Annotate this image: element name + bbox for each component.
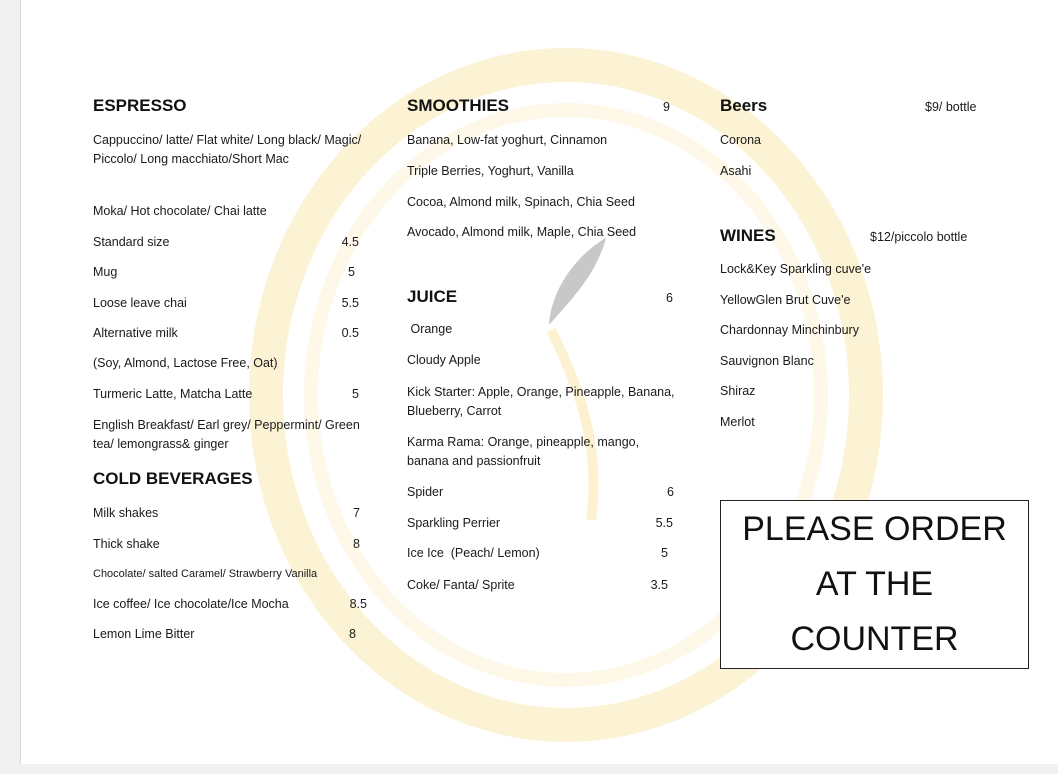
espresso-item: English Breakfast/ Earl grey/ Peppermint/ Green tea/ lemongrass& ginger	[93, 418, 360, 451]
juice-item: Coke/ Fanta/ Sprite	[407, 578, 515, 592]
smoothie-item: Triple Berries, Yoghurt, Vanilla	[407, 164, 574, 178]
smoothies-price: 9	[663, 100, 670, 114]
beer-item: Corona	[720, 133, 761, 147]
smoothie-item: Avocado, Almond milk, Maple, Chia Seed	[407, 225, 637, 239]
espresso-item: Alternative milk	[93, 326, 178, 340]
juice-item: Karma Rama: Orange, pineapple, mango, banana and passionfruit	[407, 435, 640, 468]
watermark-leaf	[549, 238, 606, 325]
espresso-heading: ESPRESSO	[93, 96, 187, 115]
juice-item: Spider	[407, 485, 444, 499]
juice-item: Cloudy Apple	[407, 353, 481, 367]
cold-beverage-item: Thick shake	[93, 537, 160, 551]
cold-beverage-item: Ice coffee/ Ice chocolate/Ice Mocha	[93, 597, 289, 611]
wine-item: Shiraz	[720, 384, 756, 398]
wine-item: Chardonnay Minchinbury	[720, 323, 859, 337]
espresso-item: (Soy, Almond, Lactose Free, Oat)	[93, 356, 278, 370]
cold-beverage-price: 7	[353, 506, 360, 520]
wine-item: Sauvignon Blanc	[720, 354, 814, 368]
wine-item: Merlot	[720, 415, 755, 429]
smoothies-heading: SMOOTHIES	[407, 96, 510, 115]
cold-beverage-item: Lemon Lime Bitter	[93, 627, 195, 641]
espresso-price: 5	[352, 387, 359, 401]
beer-item: Asahi	[720, 164, 752, 178]
wines-price: $12/piccolo bottle	[870, 230, 968, 244]
cold-beverage-price: 8	[349, 627, 356, 641]
espresso-item: Turmeric Latte, Matcha Latte	[93, 387, 253, 401]
beers-heading: Beers	[720, 96, 768, 115]
juice-item-price: 3.5	[650, 578, 668, 592]
cold-beverage-item: Chocolate/ salted Caramel/ Strawberry Vanilla	[93, 568, 318, 580]
order-at-counter-notice	[720, 500, 1029, 669]
menu-page	[20, 0, 1058, 764]
espresso-item: Moka/ Hot chocolate/ Chai latte	[93, 204, 267, 218]
beers-price: $9/ bottle	[925, 100, 977, 114]
juice-price: 6	[666, 291, 673, 305]
espresso-price: 5.5	[341, 296, 359, 310]
wines-heading: WINES	[720, 226, 776, 245]
cold-beverage-price: 8.5	[349, 597, 367, 611]
wine-item: YellowGlen Brut Cuve'e	[720, 293, 851, 307]
wine-item: Lock&Key Sparkling cuve'e	[720, 262, 872, 276]
espresso-item: Standard size	[93, 235, 170, 249]
juice-item-price: 6	[667, 485, 674, 499]
espresso-item: Cappuccino/ latte/ Flat white/ Long black/ Magic/ Piccolo/ Long macchiato/Short Mac	[93, 133, 362, 166]
espresso-price: 4.5	[341, 235, 359, 249]
smoothie-item: Cocoa, Almond milk, Spinach, Chia Seed	[407, 195, 635, 209]
cold-beverages-heading: COLD BEVERAGES	[93, 469, 253, 488]
juice-item-price: 5.5	[655, 516, 673, 530]
cold-beverage-price: 8	[353, 537, 360, 551]
espresso-item: Loose leave chai	[93, 296, 187, 310]
cold-beverage-item: Milk shakes	[93, 506, 159, 520]
juice-heading: JUICE	[407, 287, 458, 306]
espresso-price: 5	[348, 265, 355, 279]
espresso-price: 0.5	[341, 326, 359, 340]
juice-item: Kick Starter: Apple, Orange, Pineapple, Banana, Blueberry, Carrot	[407, 385, 675, 418]
juice-item: Sparkling Perrier	[407, 516, 501, 530]
notice-text: PLEASE ORDER AT THE COUNTER	[742, 510, 1007, 658]
juice-item: Orange	[407, 322, 453, 336]
smoothie-item: Banana, Low-fat yoghurt, Cinnamon	[407, 133, 608, 147]
juice-item: Ice Ice (Peach/ Lemon)	[407, 546, 540, 560]
espresso-item: Mug	[93, 265, 118, 279]
juice-item-price: 5	[661, 546, 668, 560]
